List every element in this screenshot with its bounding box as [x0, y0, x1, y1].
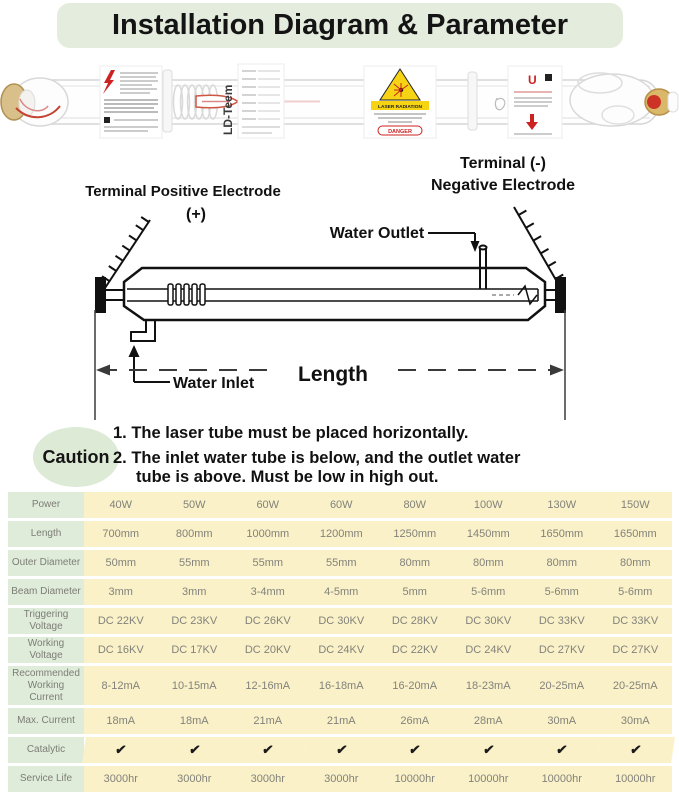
danger-text: DANGER	[388, 129, 412, 135]
cell-value: DC 20KV	[231, 637, 305, 663]
row-label: Recommended Working Current	[8, 666, 84, 705]
cell-value: 5-6mm	[599, 579, 673, 605]
caution-badge	[33, 427, 119, 487]
inner-coil-marks	[168, 284, 205, 305]
brand-text-vertical: LD-Teem	[221, 84, 235, 135]
cert-square-icon	[104, 117, 110, 123]
cell-value: 16-20mA	[378, 666, 452, 705]
terminal-positive-label-2: (+)	[186, 206, 206, 223]
cell-value: 10000hr	[599, 766, 673, 792]
cell-value: 28mA	[452, 708, 526, 734]
row-label: Working Voltage	[8, 637, 84, 663]
length-label: Length	[298, 363, 368, 386]
caution-notes	[113, 422, 669, 487]
check-icon: ✔	[303, 737, 380, 763]
cell-value: 50mm	[84, 550, 158, 576]
cell-value: 4-5mm	[305, 579, 379, 605]
water-inlet-label: Water Inlet	[173, 375, 255, 392]
laser-radiation-text: LASER RADIATION	[378, 105, 422, 110]
cell-value: 5-6mm	[525, 579, 599, 605]
check-icon: ✔	[376, 737, 453, 763]
water-outlet-leader	[428, 233, 480, 252]
cell-value: 5mm	[378, 579, 452, 605]
check-icon: ✔	[156, 737, 233, 763]
caution-label: Caution	[42, 446, 110, 467]
cell-value: 20-25mA	[525, 666, 599, 705]
cell-value: DC 22KV	[84, 608, 158, 634]
cell-value: 60W	[305, 492, 379, 518]
cell-value: 3000hr	[231, 766, 305, 792]
cell-value: 10000hr	[525, 766, 599, 792]
row-label: Service Life	[8, 766, 84, 792]
table-row	[8, 637, 672, 663]
red-tip	[647, 95, 661, 109]
row-label: Power	[8, 492, 84, 518]
cell-value: 3-4mm	[231, 579, 305, 605]
cell-value: DC 27KV	[599, 637, 673, 663]
positive-terminal-wire	[102, 217, 150, 288]
cell-value: DC 24KV	[452, 637, 526, 663]
cell-value: 1450mm	[452, 521, 526, 547]
cell-value: 5-6mm	[452, 579, 526, 605]
cell-value: 18mA	[158, 708, 232, 734]
caution-note-2-line1: 2. The inlet water tube is below, and the outlet water	[113, 449, 521, 467]
cell-value: 30mA	[525, 708, 599, 734]
spec-label-right	[508, 66, 562, 138]
table-row	[8, 737, 672, 763]
table-row	[8, 550, 672, 576]
cell-value: 3000hr	[158, 766, 232, 792]
cell-value: DC 33KV	[599, 608, 673, 634]
cell-value: 8-12mA	[84, 666, 158, 705]
cell-value: 800mm	[158, 521, 232, 547]
cell-value: 3mm	[84, 579, 158, 605]
cell-value: 1650mm	[599, 521, 673, 547]
table-row	[8, 492, 672, 518]
cell-value: 30mA	[599, 708, 673, 734]
cell-value: 80mm	[452, 550, 526, 576]
cell-value: 18-23mA	[452, 666, 526, 705]
page-title	[57, 3, 623, 48]
cell-value: DC 23KV	[158, 608, 232, 634]
cell-value: 12-16mA	[231, 666, 305, 705]
terminal-positive-label-1: Terminal Positive Electrode	[85, 183, 281, 200]
cell-value: 40W	[84, 492, 158, 518]
water-inlet-pipe	[131, 320, 155, 341]
check-icon: ✔	[229, 737, 306, 763]
cell-value: 55mm	[231, 550, 305, 576]
cell-value: 10-15mA	[158, 666, 232, 705]
cell-value: DC 26KV	[231, 608, 305, 634]
cell-value: DC 16KV	[84, 637, 158, 663]
row-label: Beam Diameter	[8, 579, 84, 605]
cell-value: DC 30KV	[305, 608, 379, 634]
cell-value: DC 33KV	[525, 608, 599, 634]
cell-value: 100W	[452, 492, 526, 518]
row-label: Triggering Voltage	[8, 608, 84, 634]
terminal-negative-label-2: Negative Electrode	[430, 177, 576, 194]
glass-collar-right	[468, 72, 477, 130]
terminal-negative-label-1: Terminal (-)	[460, 155, 546, 172]
check-icon: ✔	[597, 737, 674, 763]
page-title-text: Installation Diagram & Parameter	[111, 9, 569, 41]
cell-value: DC 30KV	[452, 608, 526, 634]
cell-value: 55mm	[158, 550, 232, 576]
table-row	[8, 708, 672, 734]
cell-value: 700mm	[84, 521, 158, 547]
cell-value: DC 28KV	[378, 608, 452, 634]
cell-value: DC 27KV	[525, 637, 599, 663]
water-outlet-label: Water Outlet	[329, 225, 425, 242]
caution-note-1: 1. The laser tube must be placed horizontally.	[113, 424, 469, 442]
cell-value: DC 22KV	[378, 637, 452, 663]
check-icon: ✔	[450, 737, 527, 763]
cell-value: 21mA	[231, 708, 305, 734]
cell-value: 3000hr	[305, 766, 379, 792]
cell-value: 130W	[525, 492, 599, 518]
cell-value: DC 17KV	[158, 637, 232, 663]
red-logo-mark: U	[528, 73, 537, 87]
cell-value: 1650mm	[525, 521, 599, 547]
installation-diagram	[0, 148, 679, 424]
negative-terminal-wire	[514, 207, 563, 287]
left-end-assembly	[1, 78, 68, 126]
laser-tube-photo	[0, 56, 679, 148]
table-row	[8, 579, 672, 605]
row-label: Outer Diameter	[8, 550, 84, 576]
row-label: Length	[8, 521, 84, 547]
row-label: Catalytic	[8, 737, 84, 763]
black-square-icon	[545, 74, 552, 81]
cell-value: 55mm	[305, 550, 379, 576]
cell-value: 80W	[378, 492, 452, 518]
cell-value: 50W	[158, 492, 232, 518]
spec-label-left	[100, 66, 162, 138]
cell-value: 3000hr	[84, 766, 158, 792]
check-icon: ✔	[523, 737, 600, 763]
table-row	[8, 766, 672, 792]
cell-value: 10000hr	[452, 766, 526, 792]
cell-value: 1250mm	[378, 521, 452, 547]
glass-collar-left	[163, 70, 172, 132]
cell-value: 80mm	[525, 550, 599, 576]
table-row	[8, 608, 672, 634]
cell-value: DC 24KV	[305, 637, 379, 663]
cell-value: 10000hr	[378, 766, 452, 792]
cell-value: 80mm	[378, 550, 452, 576]
parameter-table	[8, 492, 672, 792]
caution-note-2-line2: tube is above. Must be low in high out.	[136, 468, 439, 486]
cell-value: 60W	[231, 492, 305, 518]
table-row	[8, 666, 672, 705]
right-end-assembly	[570, 73, 678, 126]
cell-value: 20-25mA	[599, 666, 673, 705]
cell-value: 18mA	[84, 708, 158, 734]
water-inlet-arrow	[129, 345, 171, 382]
cell-value: 3mm	[158, 579, 232, 605]
laser-warning-label	[364, 66, 436, 138]
check-icon: ✔	[82, 737, 159, 763]
cell-value: 80mm	[599, 550, 673, 576]
cell-value: 150W	[599, 492, 673, 518]
table-row	[8, 521, 672, 547]
row-label: Max. Current	[8, 708, 84, 734]
cell-value: 21mA	[305, 708, 379, 734]
cell-value: 1200mm	[305, 521, 379, 547]
cell-value: 16-18mA	[305, 666, 379, 705]
spec-label-middle	[238, 64, 284, 138]
cell-value: 1000mm	[231, 521, 305, 547]
cell-value: 26mA	[378, 708, 452, 734]
